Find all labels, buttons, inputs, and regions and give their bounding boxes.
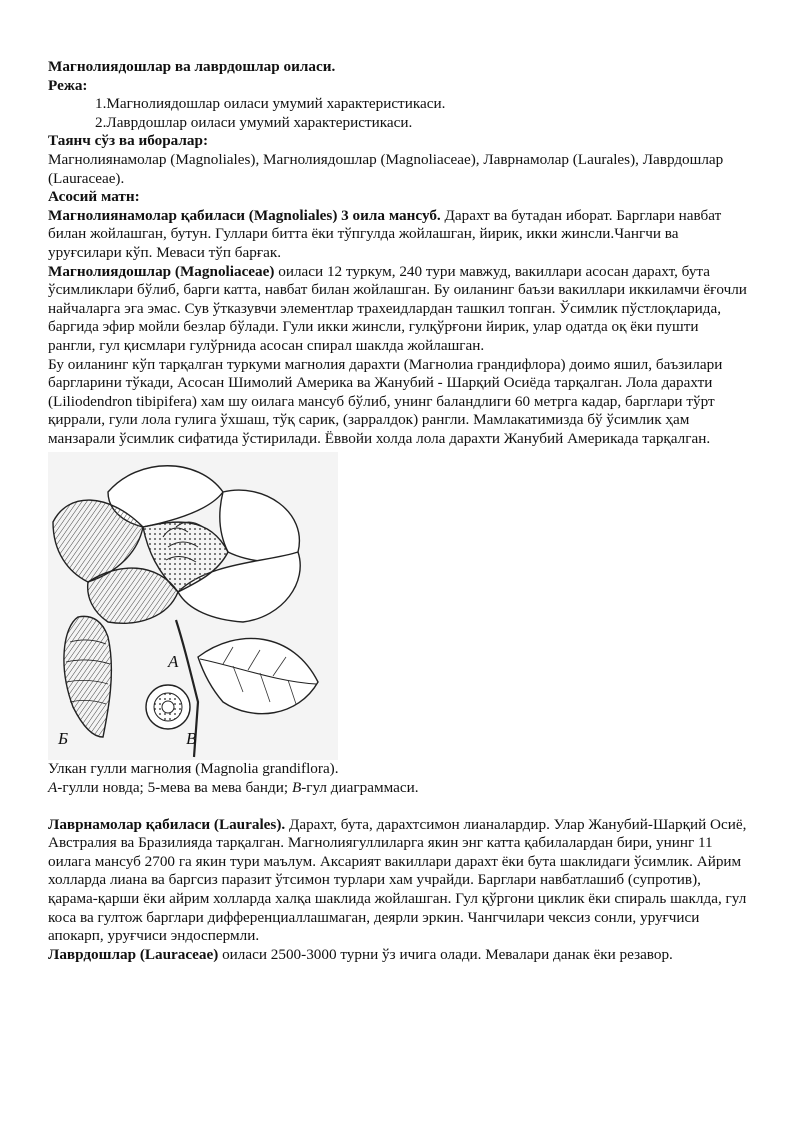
spacer bbox=[48, 798, 748, 816]
caption-label-v: В bbox=[291, 779, 302, 797]
paragraph-laurales bbox=[48, 816, 748, 946]
paragraph-magnoliales bbox=[48, 207, 748, 263]
paragraph-lauraceae-bold: Лаврдошлар (Lauraceae) bbox=[48, 945, 219, 963]
figure-caption-line-2 bbox=[48, 779, 748, 798]
caption-text-a: -гулли новда; 5-мева ва мева банди; bbox=[57, 779, 292, 797]
paragraph-distribution: Бу оиланинг кўп тарқалган туркуми магнолия дарахти (Магнолиа грандифлора) доимо яшил, баъзилари баргларини тўкади, Асосан Шимолий Америка ва Жанубий - Шарқий Осиёда тарқалган. Лола дарахти (Liliodendron tibipifera) хам шу оилага мансуб бўлиб, унинг баландлиги 60 метрга кадар, барглари тўрт қиррали, гули лола гулига ўхшаш, тўқ сарик, (зарралдок) рангли. Мамлакатимизда бў ўсимлик ҳам манзарали ўсимлик сифатида ўстирилади. Ёввойи холда лола дарахти Жанубий Америкада тарқалган. bbox=[48, 355, 723, 447]
paragraph-magnoliaceae-text: оиласи 12 туркум, 240 тури мавжуд, вакиллари асосан дарахт, бута ўсимликлари бўлиб, барги катта, навбат билан жойлашган. Бу оиланинг баъзи вакиллари иккиламчи ёғочли найчаларга эга эмас. Сув ўтказувчи элементлар трахеидлардан ташкил топган. Ўсимлик пўстлоқларида, баргида эфир мойли безлар бўлади. Гули икки жинсли, гулқўрғони йирик, улар одатда оқ ёки пушти рангли, гул қисмлари гулўрнида асосан спирал шаклда жойлашган. bbox=[48, 262, 747, 354]
plan-heading: Режа: bbox=[48, 76, 88, 94]
paragraph-magnoliaceae-bold: Магнолиядошлар (Magnoliaceae) bbox=[48, 262, 275, 280]
magnolia-drawing-icon bbox=[48, 452, 338, 760]
paragraph-magnoliales-bold: Магнолиянамолар қабиласи (Magnoliales) 3 оила мансуб. bbox=[48, 206, 441, 224]
keywords-heading: Таянч сўз ва иборалар: bbox=[48, 132, 209, 150]
figure-label-v: B bbox=[186, 729, 197, 749]
caption-label-a: А bbox=[48, 779, 58, 797]
paragraph-laurales-text: Дарахт, бута, дарахтсимон лианалардир. Улар Жанубий-Шарқий Осиё, Австралия ва Бразилияда тарқалган. Магнолиягуллиларга якин энг катта қабилалардан бири, унинг 11 оилага мансуб 2700 га якин тури маълум. Аксарият вакиллари дарахт ёки бута шаклидаги ўсимлик. Айрим холларда лиана ва баргсиз паразит ўтсимон турлари хам учрайди. Барглари навбатлашиб (супротив), қарама-қарши ёки айрим холларда халқа шаклида жойлашган. Гул қўргони циклик ёки спираль шаклда, гул коса ва гултож барглари дифференциаллашмаган, деярли эркин. Чангчилари чексиз сонли, уруғчиси апокарп, уруғчиси эндоспермли. bbox=[48, 815, 747, 945]
paragraph-magnoliales-text: Дарахт ва бутадан иборат. Барглари навбат билан жойлашган, бутун. Гуллари битта ёки тўпгулда жойлашган, йирик, икки жинсли.Чангчи ва уруғсилари кўп. Меваси тўп барғак. bbox=[48, 206, 722, 261]
figure-label-b: Б bbox=[58, 729, 69, 749]
paragraph-lauraceae bbox=[48, 946, 748, 965]
paragraph-laurales-bold: Лаврнамолар қабиласи (Laurales). bbox=[48, 815, 286, 833]
magnolia-illustration bbox=[48, 452, 338, 760]
keywords-text: Магнолиянамолар (Magnoliales), Магнолиядошлар (Magnoliaceae), Лаврнамолар (Laurales), Лаврдошлар (Lauraceae). bbox=[48, 150, 724, 187]
plan-item-2: 2.Лаврдошлар оиласи умумий характеристикаси. bbox=[95, 113, 413, 131]
paragraph-lauraceae-text: оиласи 2500-3000 турни ўз ичига олади. Мевалари данак ёки резавор. bbox=[218, 945, 673, 963]
figure-label-a: A bbox=[168, 652, 179, 672]
document-title: Магнолиядошлар ва лаврдошлар оиласи. bbox=[48, 58, 336, 75]
figure-caption-line-1: Улкан гулли магнолия (Magnolia grandiflora). bbox=[48, 760, 339, 778]
plan-item-1: 1.Магнолиядошлар оиласи умумий характеристикаси. bbox=[95, 95, 446, 113]
document-page bbox=[48, 58, 748, 964]
main-text-heading: Асосий матн: bbox=[48, 188, 140, 206]
paragraph-magnoliaceae bbox=[48, 263, 748, 356]
caption-text-v: -гул диаграммаси. bbox=[301, 779, 419, 797]
